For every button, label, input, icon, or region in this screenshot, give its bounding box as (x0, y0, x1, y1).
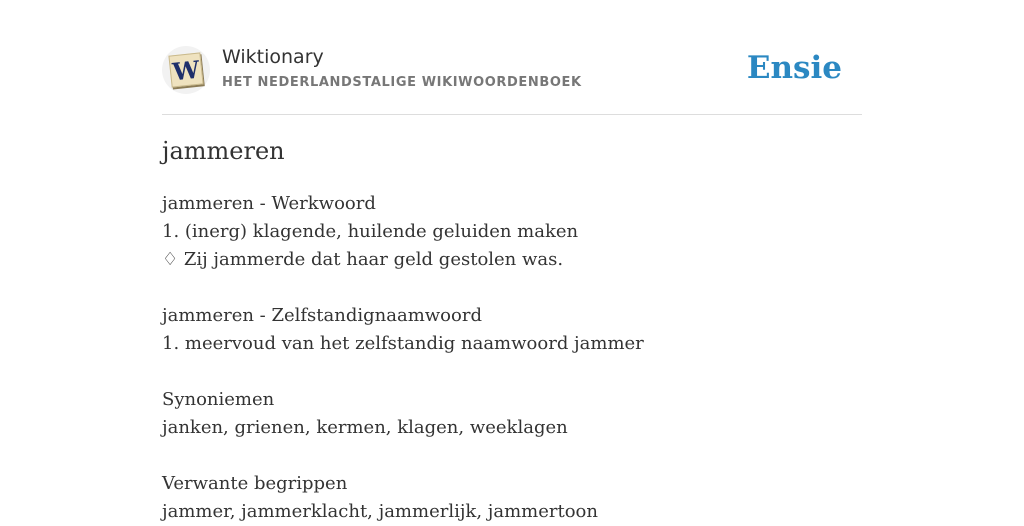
page-title: jammeren (162, 137, 285, 165)
site-title[interactable]: Wiktionary (222, 46, 324, 68)
verb-example: ♢ Zij jammerde dat haar geld gestolen was. (162, 249, 564, 270)
verb-heading: jammeren - Werkwoord (162, 193, 376, 214)
synonyms-list: janken, grienen, kermen, klagen, weeklagen (162, 417, 568, 438)
page-container (162, 0, 862, 522)
related-list: jammer, jammerklacht, jammerlijk, jammertoon (162, 501, 598, 522)
spacer (162, 358, 644, 386)
site-header (162, 0, 862, 115)
synonyms-heading: Synoniemen (162, 389, 275, 410)
wiktionary-logo-icon: W (168, 52, 203, 87)
spacer (162, 274, 644, 302)
site-subtitle: HET NEDERLANDSTALIGE WIKIWOORDENBOEK (222, 75, 582, 90)
definition-content (162, 190, 644, 526)
noun-heading: jammeren - Zelfstandignaamwoord (162, 305, 482, 326)
ensie-brand-link[interactable]: Ensie (746, 50, 842, 86)
verb-definition: 1. (inerg) klagende, huilende geluiden maken (162, 221, 579, 242)
wiktionary-logo[interactable] (162, 46, 210, 94)
spacer (162, 442, 644, 470)
related-heading: Verwante begrippen (162, 473, 348, 494)
noun-definition: 1. meervoud van het zelfstandig naamwoord jammer (162, 333, 644, 354)
